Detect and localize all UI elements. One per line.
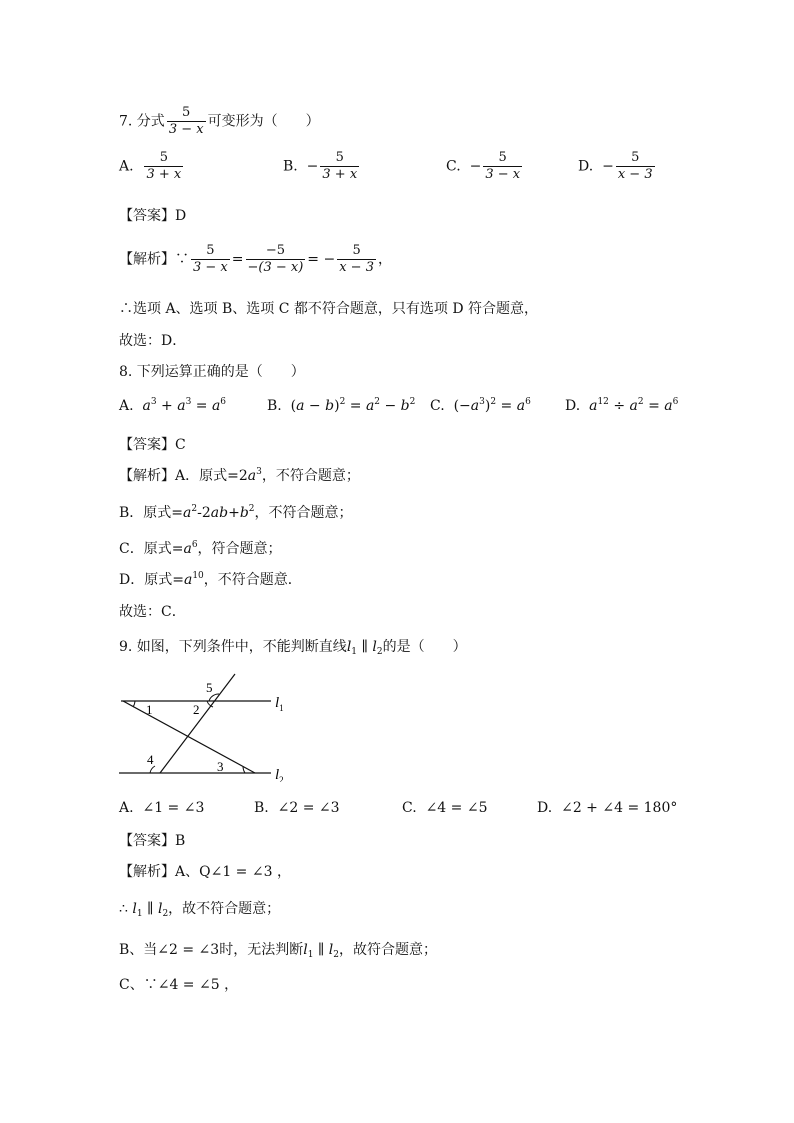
q9-option-c: C. ∠4 = ∠5 [402,800,488,816]
angle-label-2: 2 [193,702,200,717]
q7-stem-suffix: 可变形为（ ） [207,113,320,130]
q9-analysis-a-conclusion: ∴ $l_1$ ∥ $l_2$，故不符合题意； [119,901,281,919]
q7-choose: 故选：D． [119,333,187,349]
q8-analysis-c: C．原式$=a^6$，符合题意； [119,540,282,557]
q7-stem-fraction: $\frac{5}{3 - x}$ [168,105,204,137]
q7-conclusion: ∴选项 A、选项 B、选项 C 都不符合题意，只有选项 D 符合题意， [119,301,539,317]
angle-label-4: 4 [147,752,154,767]
q9-answer: 【答案】B [119,833,186,849]
q9-stem: 9. 如图，下列条件中，不能判断直线$l_1$ ∥ $l_2$的是（ ） [119,639,467,657]
q8-analysis-d: D．原式$=a^{10}$，不符合题意． [119,571,302,588]
q7-option-c: C. − $\frac{5}{3 - x}$ [446,150,521,182]
q8-analysis-b: B．原式$=a^2-2ab+b^2$，不符合题意； [119,504,353,521]
q9-analysis-b: B、当∠2 = ∠3时，无法判断$l_1$ ∥ $l_2$，故符合题意； [119,942,438,960]
q8-option-a: A. $a^3 + a^3 = a^6$ [119,397,227,414]
q9-analysis-c: C、∵∠4 = ∠5 ， [119,977,239,993]
q8-option-c: C. $(-a^3)^2 = a^6$ [430,397,531,414]
q7-stem [119,105,320,138]
q7-stem-prefix: 7. 分式 [119,113,165,130]
angle-label-3: 3 [217,759,224,774]
q8-answer: 【答案】C [119,437,186,453]
q8-option-d: D. $a^{12} \div a^2 = a^6$ [565,397,679,414]
q8-analysis-a: 【解析】A．原式$=2a^3$，不符合题意； [119,467,360,484]
transversal-b [160,674,235,773]
q9-option-d: D. ∠2 + ∠4 = 180° [537,800,678,816]
q7-analysis: 【解析】∵ $\frac{5}{3 - x}$ = $\frac{-5}{-(3 - x)}$ = − $\frac{5}{x - 3}$ ， [119,243,392,275]
transversal-a [123,701,255,773]
q8-stem: 8. 下列运算正确的是（ ） [119,364,305,380]
q7-option-a: A. $\frac{5}{3 + x}$ [119,150,182,182]
q8-option-b: B. $(a - b)^2 = a^2 - b^2$ [267,397,416,414]
q7-option-d: D. − $\frac{5}{x - 3}$ [578,150,653,182]
label-l1: $l_1$ [275,695,284,713]
label-l2: $l_2$ [275,767,284,782]
q9-option-a: A. ∠1 = ∠3 [119,800,205,816]
angle-label-5: 5 [206,680,213,695]
angle-label-1: 1 [146,702,153,717]
q9-option-b: B. ∠2 = ∠3 [254,800,340,816]
q9-figure [115,672,295,782]
q7-option-b: B. − $\frac{5}{3 + x}$ [283,150,358,182]
q7-answer: 【答案】D [119,208,187,224]
q9-analysis-a: 【解析】A、Q∠1 = ∠3 ， [119,864,291,880]
q8-choose: 故选：C． [119,604,186,620]
